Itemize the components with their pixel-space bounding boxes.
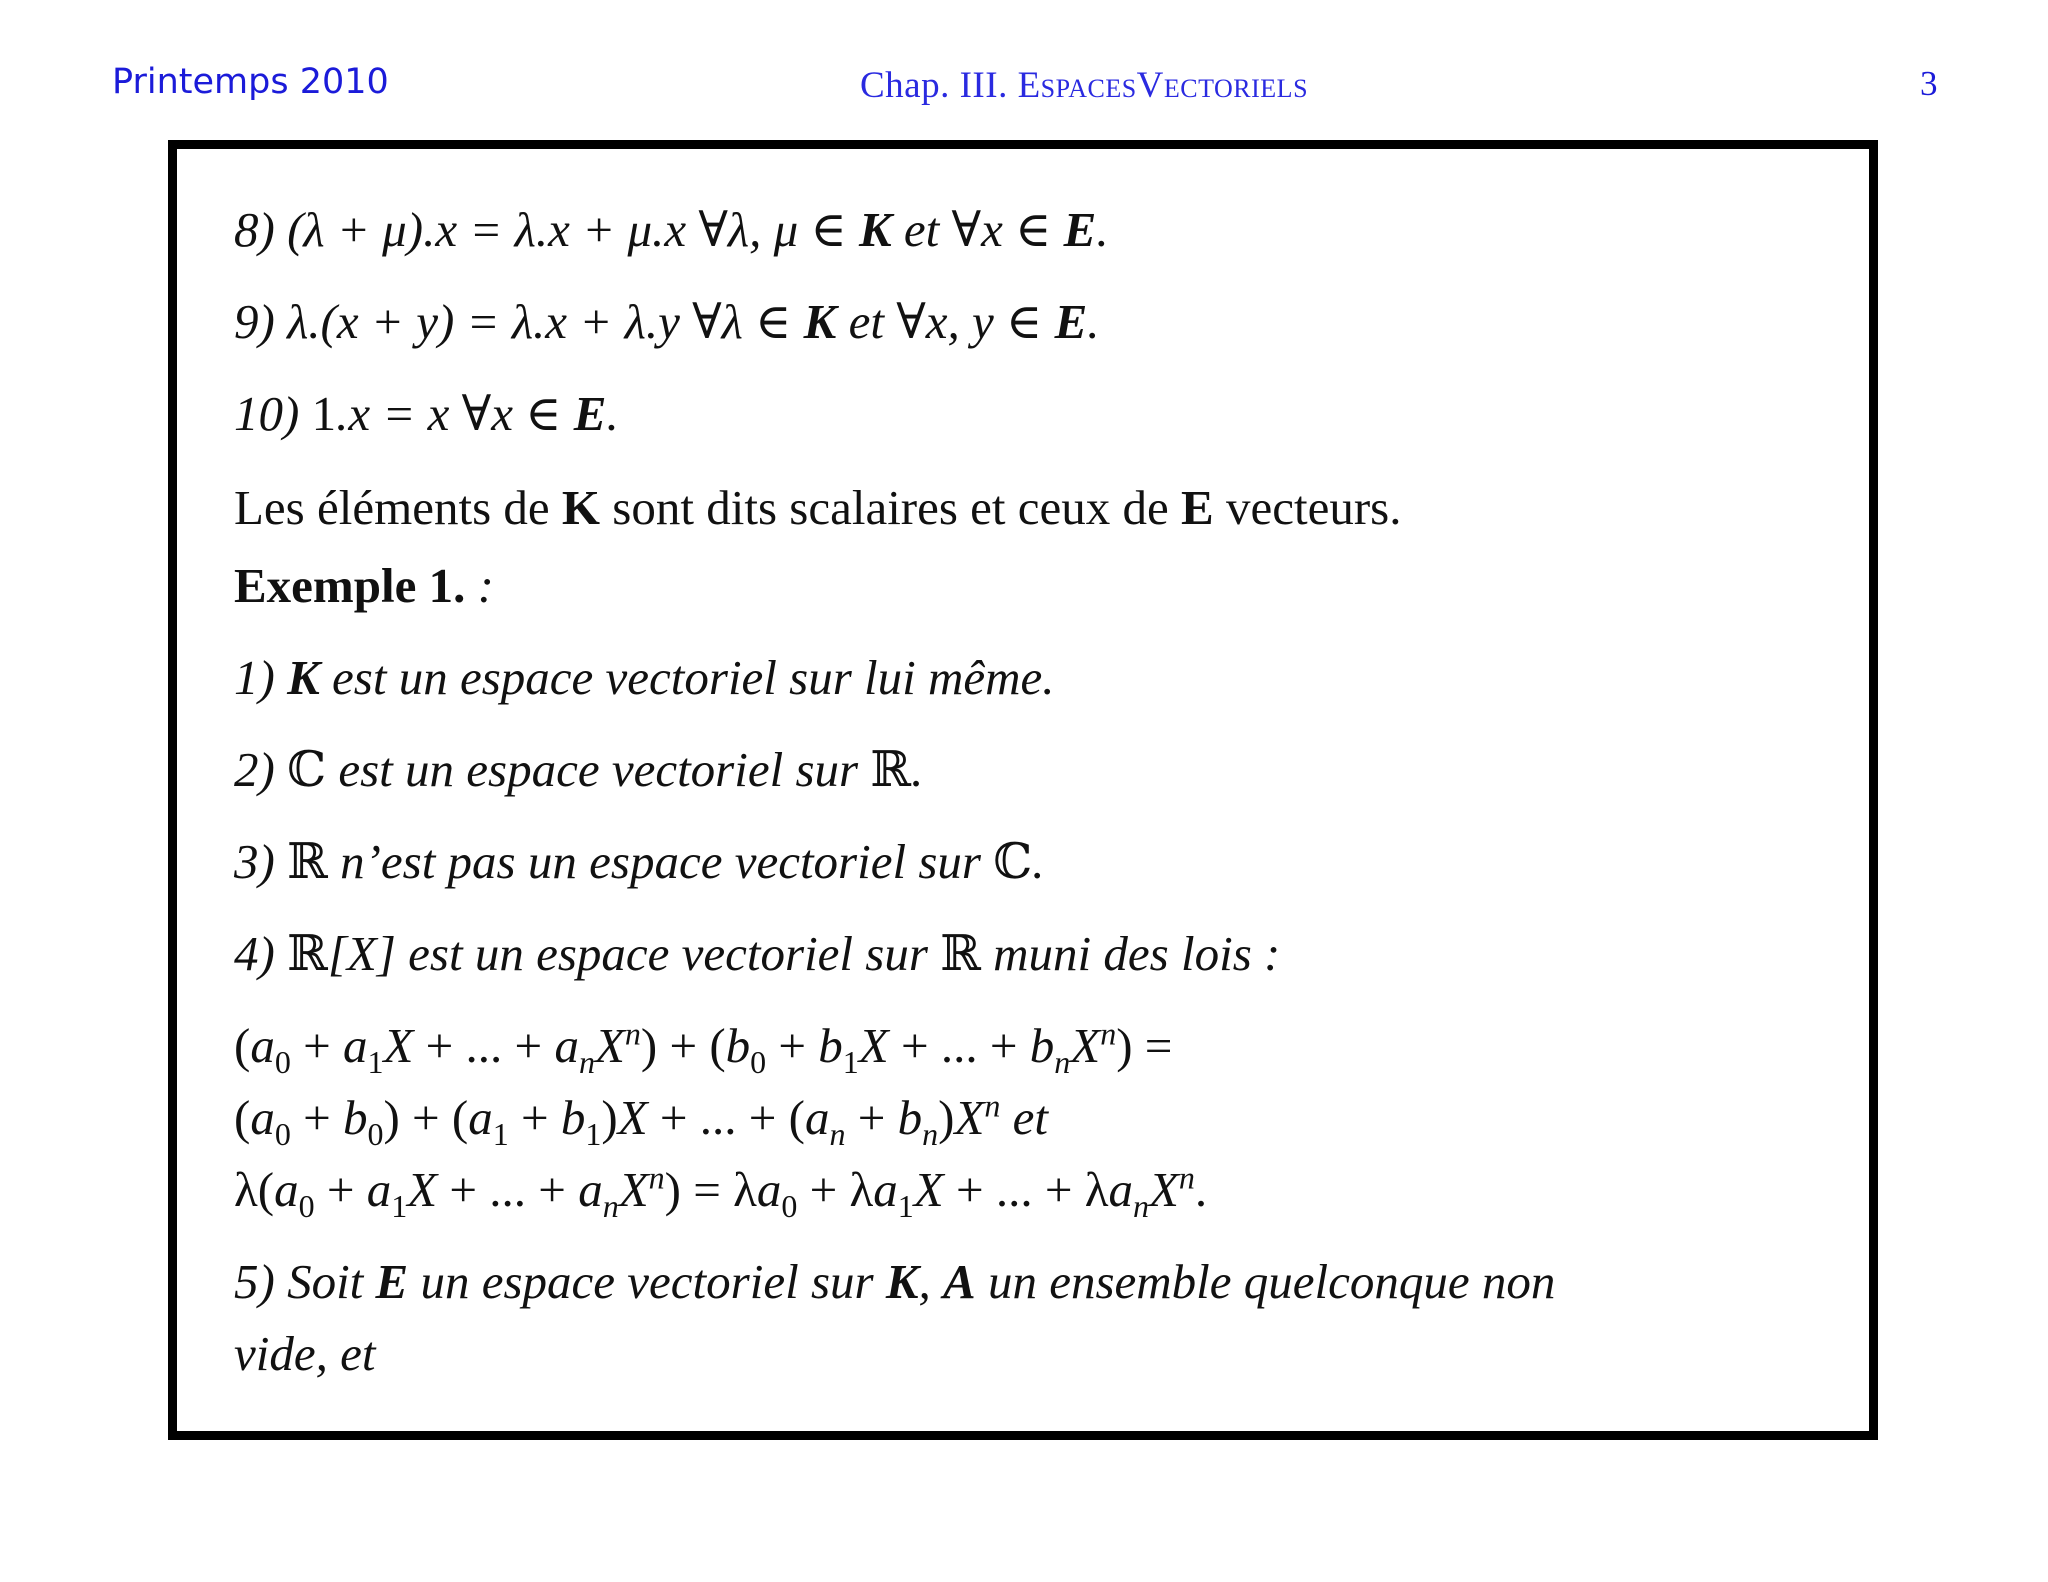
axiom-9: 9) λ.(x + y) = λ.x + λ.y ∀λ ∈ K et ∀x, y ∈ E.	[234, 294, 1100, 349]
example-item-2: 2) ℂ est un espace vectoriel sur ℝ.	[234, 741, 924, 798]
polynomial-sum-line-1: ($a_0 + a_1X$ + ... + $a_nX^n) + (b_0 + b_1X$ + ... + $b_nX^n$) =	[234, 1015, 1173, 1080]
example-item-1: 1) K est un espace vectoriel sur lui même.	[234, 650, 1055, 705]
example-item-5: 5) Soit E un espace vectoriel sur K, A un ensemble quelconque non	[234, 1254, 1556, 1309]
header-date: Printemps 2010	[112, 62, 389, 102]
axiom-8: 8) (λ + μ).x = λ.x + μ.x ∀λ, μ ∈ K et ∀x ∈ E.	[234, 202, 1109, 257]
example-item-4: 4) ℝ[X] est un espace vectoriel sur ℝ muni des lois :	[234, 925, 1281, 982]
axiom-10: 10) 1.x = x ∀x ∈ E.	[234, 386, 619, 441]
header-chapter-prefix: Chap. III.	[860, 65, 1018, 106]
page-header	[0, 62, 2048, 112]
polynomial-sum-line-2: $(a_0 + b_0) + (a_1 + b_1)X$ + ... + $(a_n + b_n)X^n$ et	[234, 1087, 1049, 1152]
header-chapter-title	[860, 64, 1308, 107]
polynomial-scalar-line: $\lambda(a_0 + a_1X$ + ... + $a_nX^n) = \lambda a_0 + \lambda a_1X$ + ... + $\lambda a_nX^n$.	[234, 1159, 1208, 1224]
example-heading: Exemple 1. :	[234, 558, 494, 613]
header-chapter-name: EspacesVectoriels	[1017, 65, 1309, 106]
example-item-3: 3) ℝ n’est pas un espace vectoriel sur ℂ.	[234, 833, 1045, 890]
example-item-5-continued: vide, et	[234, 1326, 376, 1381]
definition-sentence: Les éléments de K sont dits scalaires et ceux de E vecteurs.	[234, 480, 1402, 535]
header-page-number: 3	[1920, 64, 1938, 103]
